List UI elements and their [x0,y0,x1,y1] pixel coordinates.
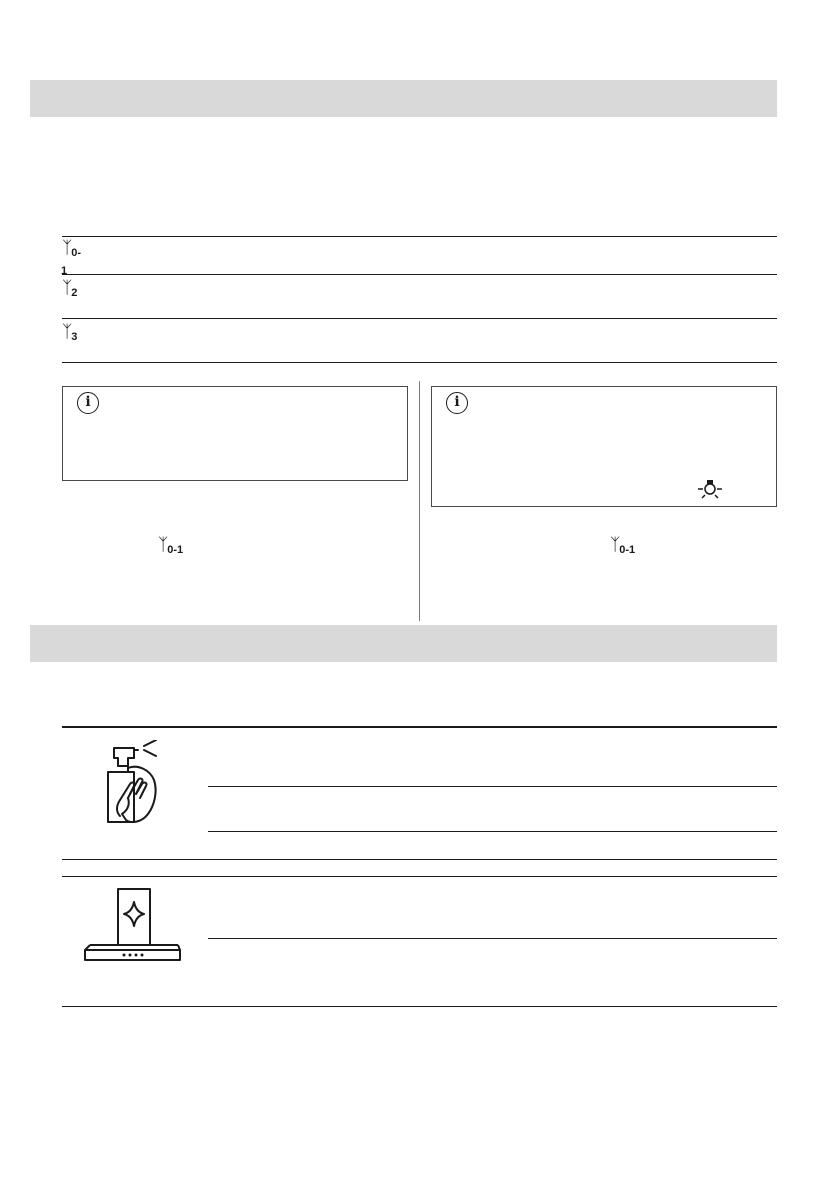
fan-icon: ᛉ3 [62,322,78,343]
info-box [62,386,408,481]
table-rule [62,318,777,319]
info-icon: i [77,392,99,414]
column-divider [419,381,420,621]
fan-speed-label: 3 [71,331,78,343]
fan-icon: ᛉ2 [62,278,78,299]
table-rule [62,362,777,363]
fan-speed-label: 0-1 [61,247,81,277]
section-header-band [30,80,777,117]
table-rule [62,1006,777,1007]
fan-speed-label: 0-1 [167,544,184,556]
table-rule [62,726,777,728]
table-rule [62,274,777,275]
info-icon: i [446,392,468,414]
table-rule [62,876,777,877]
light-bulb-icon [697,478,723,500]
table-rule [208,938,777,939]
fan-icon: ᛉ0-1 [158,535,184,556]
info-box [431,386,777,507]
table-rule [208,831,777,832]
fan-speed-label: 2 [71,287,78,299]
table-rule [62,236,777,237]
fan-icon: ᛉ0-1 [61,238,81,277]
section-header-band [30,625,777,662]
spray-cloth-icon [100,740,162,826]
fan-speed-label: 0-1 [619,544,636,556]
hood-sparkle-icon [84,888,182,962]
table-rule [62,859,777,860]
fan-icon: ᛉ0-1 [610,535,636,556]
table-rule [208,786,777,787]
